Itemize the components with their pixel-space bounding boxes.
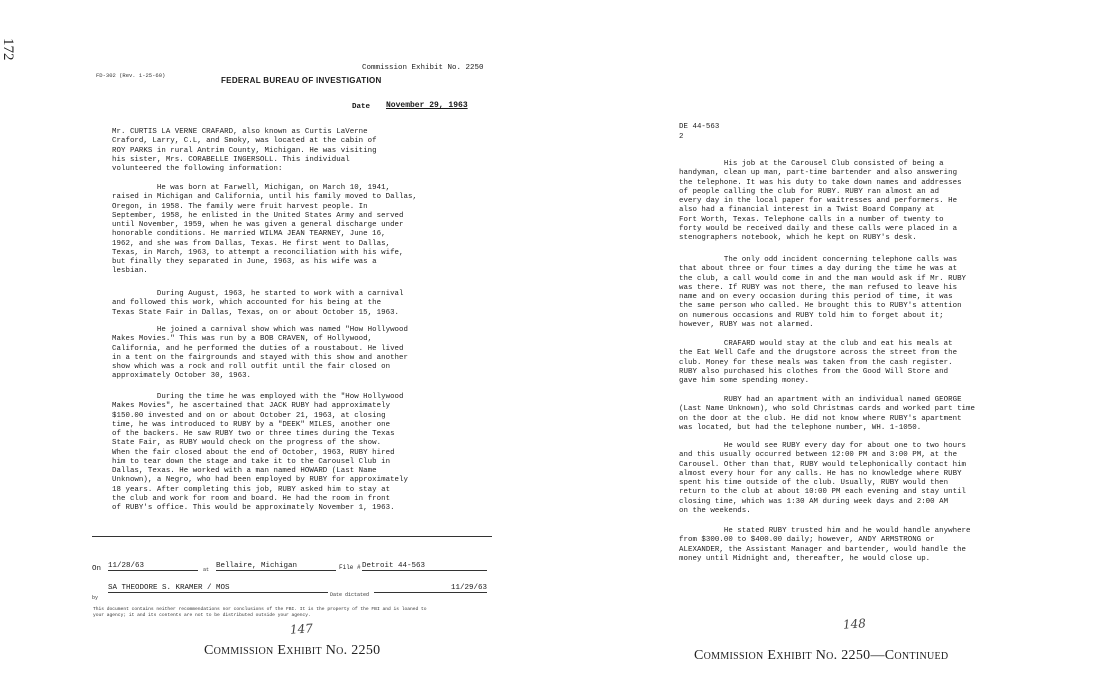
right-paragraph-4: RUBY had an apartment with an individual named GEORGE (Last Name Unknown), who sold Christmas cards and worked part time on the door at the club. He did not know where RUBY's apartment was located, but had the telephone number, WH. 1-1050. bbox=[679, 396, 976, 432]
left-paragraph-1: Mr. CURTIS LA VERNE CRAFARD, also known as Curtis LaVerne Craford, Larry, C.L, and Smoky, was located at the cabin of ROY PARKS in rural Antrim County, Michigan. He was visiting his sister, Mrs. CORABELLE INGERSOLL. This individual volunteered the following information: bbox=[112, 128, 377, 173]
date-label: Date bbox=[352, 103, 371, 111]
footer-dictated-value: 11/29/63 bbox=[374, 584, 487, 593]
right-caption-suffix: —Continued bbox=[870, 648, 949, 663]
right-paragraph-1: His job at the Carousel Club consisted of being a handyman, clean up man, part-time bartender and also answering the telephone. It was his duty to take down names and addresses of people calling the club for RUBY. RUBY ran almost an ad every day in the local paper for waitresses and performers. He also had a financial interest in a Twist Board Company at Fort Worth, Texas. Telephone calls in a number of twenty to forty would be received daily and these calls were placed in a stenographers notebook, which he kept on RUBY's desk. bbox=[679, 160, 962, 242]
left-paragraph-2: He was born at Farwell, Michigan, on March 10, 1941, raised in Michigan and California, until his family moved to Dallas, Oregon, in 1958. The family were fruit harvest people. In September, 1958, he enlisted in the United States Army and served until November, 1959, when he was given a general discharge under honorable conditions. He married WILMA JEAN TEARNEY, June 16, 1962, and she was from Dallas, Texas. He first went to Dallas, Texas, in March, 1963, to attempt a reconciliation with his wife, but finally they separated in June, 1963, as his wife was a lesbian. bbox=[112, 184, 417, 276]
footer-on-label: On bbox=[92, 565, 102, 573]
right-paragraph-5: He would see RUBY every day for about one to two hours and this usually occurred between 12:00 PM and 3:00 PM, at the Carousel. Other than that, RUBY would telephonically contact him almost every hour for any calls. He has no knowledge where RUBY spent his time outside of the club. Usually, RUBY would then return to the club at about 10:00 PM each evening and stay until closing time, which was 1:30 AM during week days and 2:00 AM on the weekends. bbox=[679, 442, 967, 515]
right-page-num: 2 bbox=[679, 133, 684, 141]
form-code: FD-302 (Rev. 1-25-60) bbox=[96, 72, 166, 79]
footer-at-label: at bbox=[203, 567, 210, 573]
footer-by-value: SA THEODORE S. KRAMER / MOS bbox=[108, 584, 328, 593]
date-value: November 29, 1963 bbox=[386, 101, 468, 110]
right-caption-main: Commission Exhibit No. 2250 bbox=[694, 648, 871, 663]
footer-dictated-label: Date dictated bbox=[330, 592, 370, 598]
footer-file-label: File # bbox=[339, 564, 361, 571]
right-paragraph-3: CRAFARD would stay at the club and eat his meals at the Eat Well Cafe and the drugstore across the street from the club. Money for these meals was taken from the cash register. RUBY also purchased his clothes from the Good Will Store and gave him some spending money. bbox=[679, 340, 958, 385]
exhibit-label-top: Commission Exhibit No. 2250 bbox=[362, 64, 484, 72]
left-paragraph-5: During the time he was employed with the "How Hollywood Makes Movies", he ascertained that JACK RUBY had approximately $150.00 invested and on or about October 21, 1963, at closing time, he was introduced to RUBY by a "DEEK" MILES, another one of the backers. He saw RUBY two or three times during the Texas State Fair, as RUBY would check on the progress of the show. When the fair closed about the end of October, 1963, RUBY hired him to tear down the stage and take it to the Carousel Club in Dallas, Texas. He worked with a man named HOWARD (Last Name Unknown), a Negro, who had been employed by RUBY for approximately 18 years. After completing this job, RUBY asked him to stay at the club and work for room and board. He had the room in front of RUBY's office. This would be approximately November 1, 1963. bbox=[112, 393, 409, 512]
left-caption: Commission Exhibit No. 2250 bbox=[204, 643, 381, 658]
agency-header: FEDERAL BUREAU OF INVESTIGATION bbox=[221, 76, 382, 85]
footer-separator bbox=[92, 536, 492, 537]
footer-footnote: This document contains neither recommendations nor conclusions of the FBI. It is the property of the FBI and is loaned to your agency; it and its contents are not to be distributed outside your agency. bbox=[93, 607, 427, 618]
right-paragraph-6: He stated RUBY trusted him and he would handle anywhere from $300.00 to $400.00 daily; however, ANDY ARMSTRONG or ALEXANDER, the Assistant Manager and bartender, would handle the money until Midnight and, thereafter, he would close up. bbox=[679, 527, 971, 563]
footer-at-value: Bellaire, Michigan bbox=[216, 562, 336, 571]
right-paragraph-2: The only odd incident concerning telephone calls was that about three or four times a day during the time he was at the club, a call would come in and the man would ask if Mr. RUBY was there. If RUBY was not there, the man refused to leave his name and on every occasion during this period of time, it was the same person who called. He brought this to RUBY's attention on numerous occasions and RUBY told him to forget about it; however, RUBY was not alarmed. bbox=[679, 256, 967, 329]
left-paragraph-3: During August, 1963, he started to work with a carnival and followed this work, which accounted for his being at the Texas State Fair in Dallas, Texas, on or about October 15, 1963. bbox=[112, 290, 404, 317]
footer-on-value: 11/28/63 bbox=[108, 562, 198, 571]
left-paragraph-4: He joined a carnival show which was named "How Hollywood Makes Movies." This was run by a BOB CRAVEN, of Hollywood, California, and he performed the duties of a roustabout. He lived in a tent on the fairgrounds and stayed with this show and another show which was a rock and roll outfit until the fair closed on approximately October 30, 1963. bbox=[112, 326, 409, 381]
footer-by-label: by bbox=[92, 595, 99, 601]
right-caption bbox=[694, 648, 948, 664]
page-number: 172 bbox=[0, 38, 16, 61]
right-handwritten-number: 148 bbox=[842, 616, 867, 632]
left-handwritten-number: 147 bbox=[289, 621, 314, 637]
right-file-ref: DE 44-563 bbox=[679, 123, 720, 131]
footer-file-value: Detroit 44-563 bbox=[362, 562, 487, 571]
